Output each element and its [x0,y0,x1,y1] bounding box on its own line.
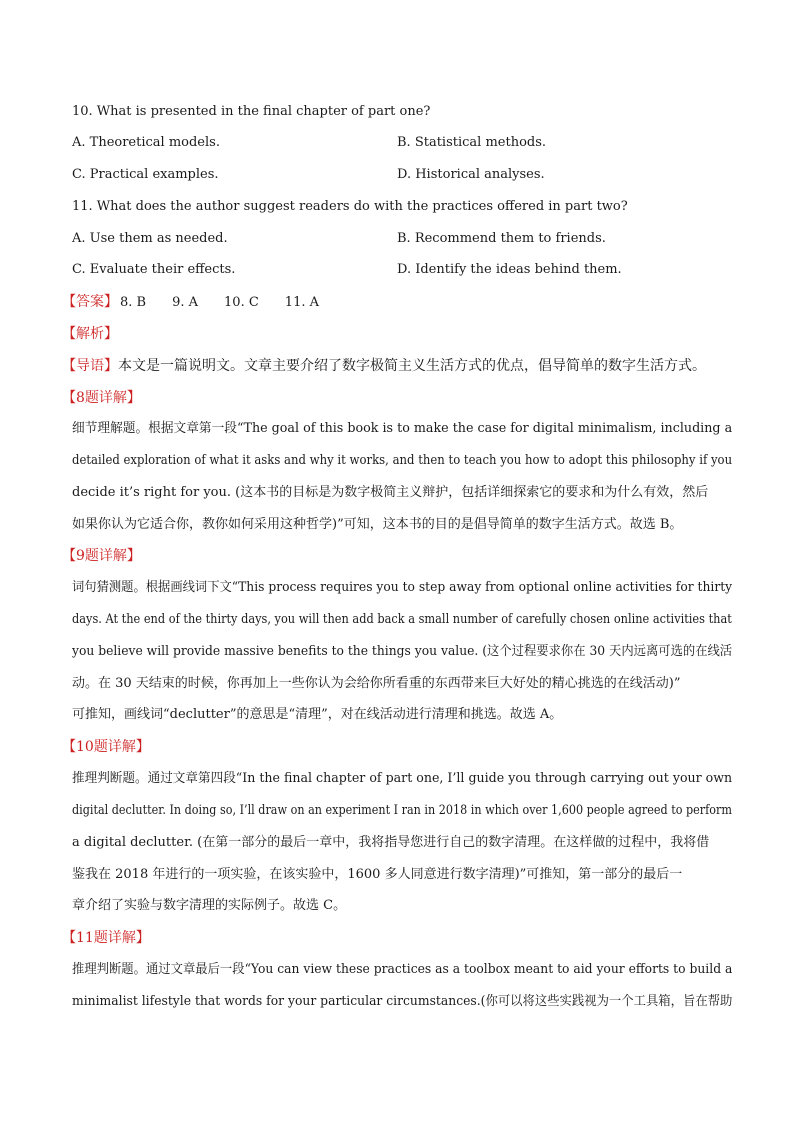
detail-9-tag: 【9题详解】 [62,548,141,564]
q10-option-c: C. Practical examples. [72,167,219,182]
detail-8-tag: 【8题详解】 [62,390,141,406]
intro-line [62,357,722,375]
detail-10-tag: 【10题详解】 [62,739,150,755]
detail-8-line: 如果你认为它适合你，教你如何采用这种哲学)”可知，这本书的目的是倡导简单的数字生活方式。故选 B。 [72,517,683,532]
question-11-stem: 11. What does the author suggest readers do with the practices offered in part two? [72,199,628,214]
q11-option-d: D. Identify the ideas behind them. [397,262,622,277]
answer-item: 10. C [224,295,259,310]
answer-item: 9. A [172,295,199,310]
q11-option-c: C. Evaluate their effects. [72,262,236,277]
detail-9-line: 词句猜测题。根据画线词下文“This process requires you to step away from optional online activities for thirty [72,580,733,595]
analysis-tag: 【解析】 [62,326,118,342]
q10-option-a: A. Theoretical models. [72,135,220,150]
detail-11-tag: 【11题详解】 [62,930,150,946]
detail-9-line: days. At the end of the thirty days, you will then add back a small number of carefully chosen online activities that [72,612,732,627]
detail-8-line: decide it’s right for you. (这本书的目标是为数字极简主义辩护，包括详细探索它的要求和为什么有效，然后 [72,485,709,500]
detail-8-line: 细节理解题。根据文章第一段“The goal of this book is to make the case for digital minimalism, including a [72,421,733,436]
answer-item: 11. A [284,295,319,310]
detail-11-line: minimalist lifestyle that words for your particular circumstances.(你可以将这些实践视为一个工具箱，旨在帮助 [72,994,733,1009]
q10-option-d: D. Historical analyses. [397,167,545,182]
detail-10-line: a digital declutter. (在第一部分的最后一章中，我将指导您进行自己的数字清理。在这样做的过程中，我将借 [72,835,710,850]
detail-9-line: 可推知，画线词“declutter”的意思是“清理”，对在线活动进行清理和挑选。故选 A。 [72,707,563,722]
answer-line [62,293,722,312]
q11-option-b: B. Recommend them to friends. [397,231,606,246]
detail-10-line: 鉴我在 2018 年进行的一项实验，在该实验中，1600 多人同意进行数字清理)”可推知，第一部分的最后一 [72,867,683,882]
detail-9-line: 动。在 30 天结束的时候，你再加上一些你认为会给你所看重的东西带来巨大好处的精心挑选的在线活动)” [72,676,681,691]
detail-9-line: you believe will provide massive benefits to the things you value. (这个过程要求你在 30 天内远离可选的在线活 [72,644,733,659]
answer-tag: 【答案】 [62,294,118,310]
question-10-stem: 10. What is presented in the final chapter of part one? [72,104,431,119]
intro-tag: 【导语】 [62,358,118,374]
detail-8-line: detailed exploration of what it asks and why it works, and then to teach you how to adopt this philosophy if you [72,453,733,468]
q11-option-a: A. Use them as needed. [72,231,228,246]
answer-item: 8. B [120,295,147,310]
detail-10-line: digital declutter. In doing so, I’ll draw on an experiment I ran in 2018 in which over 1,600 people agreed to perform [72,803,732,818]
detail-10-line: 推理判断题。通过文章第四段“In the final chapter of part one, I’ll guide you through carrying out your own [72,771,733,786]
intro-text: 本文是一篇说明文。文章主要介绍了数字极简主义生活方式的优点，倡导简单的数字生活方式。 [118,358,706,374]
detail-11-line: 推理判断题。通过文章最后一段“You can view these practices as a toolbox meant to aid your efforts to build a [72,962,733,977]
q10-option-b: B. Statistical methods. [397,135,547,150]
detail-10-line: 章介绍了实验与数字清理的实际例子。故选 C。 [72,898,347,913]
